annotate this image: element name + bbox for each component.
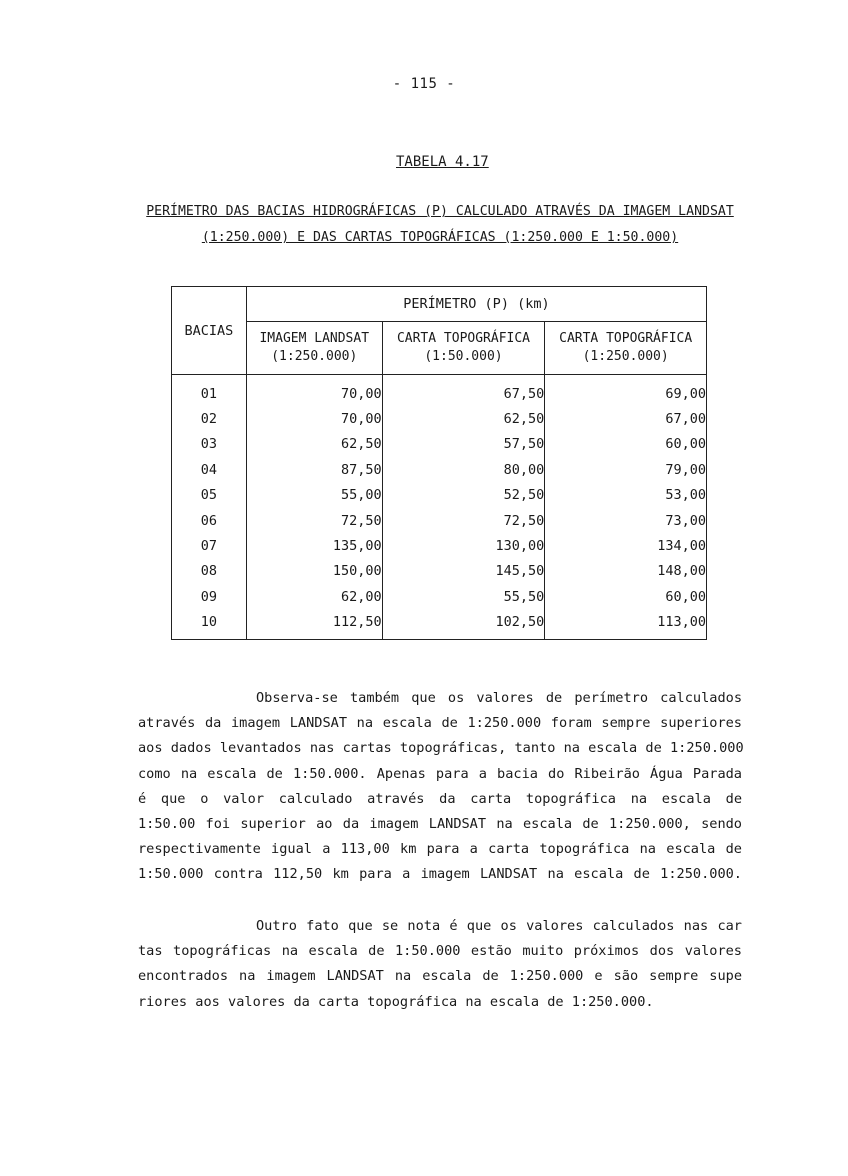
table-row (172, 533, 707, 558)
paragraph-line: Outro fato que se nota é que os valores calculados nas car (256, 918, 742, 934)
paragraph-line: como na escala de 1:50.000. Apenas para a bacia do Ribeirão Água Parada (138, 765, 742, 782)
cell-carta-50000: 62,50 (382, 406, 545, 431)
header-perimetro: PERÍMETRO (P) (km) (246, 287, 706, 322)
cell-carta-50000: 130,00 (382, 533, 545, 558)
cell-bacia: 08 (172, 559, 247, 584)
paragraph-line: através da imagem LANDSAT na escala de 1:250.000 foram sempre superiores (138, 715, 742, 732)
cell-bacia: 01 (172, 375, 247, 407)
paragraph-line: 1:50.000 contra 112,50 km para a imagem LANDSAT na escala de 1:250.000. (138, 866, 742, 883)
cell-carta-250000: 148,00 (545, 559, 707, 584)
paragraph-line: é que o valor calculado através da carta topográfica na escala de (138, 790, 742, 807)
table-label: TABELA 4.17 (396, 154, 489, 170)
table-row (172, 483, 707, 508)
cell-carta-50000: 145,50 (382, 559, 545, 584)
cell-landsat: 55,00 (246, 483, 382, 508)
cell-carta-250000: 53,00 (545, 483, 707, 508)
cell-carta-250000: 60,00 (545, 432, 707, 457)
cell-carta-50000: 55,50 (382, 584, 545, 609)
cell-landsat: 72,50 (246, 508, 382, 533)
header-imagem-landsat-line-2: (1:250.000) (271, 349, 358, 364)
cell-bacia: 04 (172, 457, 247, 482)
cell-landsat: 62,50 (246, 432, 382, 457)
cell-carta-50000: 72,50 (382, 508, 545, 533)
cell-bacia: 09 (172, 584, 247, 609)
cell-carta-50000: 80,00 (382, 457, 545, 482)
cell-carta-250000: 69,00 (545, 375, 707, 407)
cell-landsat: 112,50 (246, 610, 382, 640)
cell-carta-50000: 102,50 (382, 610, 545, 640)
paragraph-2 (138, 914, 742, 1015)
cell-landsat: 135,00 (246, 533, 382, 558)
paragraph-1 (138, 686, 742, 888)
cell-carta-250000: 113,00 (545, 610, 707, 640)
paragraph-line: riores aos valores da carta topográfica na escala de 1:250.000. (138, 993, 654, 1010)
cell-landsat: 87,50 (246, 457, 382, 482)
table-caption-line-2: (1:250.000) E DAS CARTAS TOPOGRÁFICAS (1:250.000 E 1:50.000) (201, 230, 679, 245)
cell-landsat: 70,00 (246, 406, 382, 431)
table-row (172, 432, 707, 457)
paragraph-line: aos dados levantados nas cartas topográficas, tanto na escala de 1:250.000 (138, 740, 744, 757)
cell-landsat: 62,00 (246, 584, 382, 609)
table-caption-line-1: PERÍMETRO DAS BACIAS HIDROGRÁFICAS (P) CALCULADO ATRAVÉS DA IMAGEM LANDSAT (146, 204, 734, 219)
cell-bacia: 10 (172, 610, 247, 640)
cell-carta-250000: 73,00 (545, 508, 707, 533)
paragraph-line: respectivamente igual a 113,00 km para a carta topográfica na escala de (138, 841, 742, 858)
cell-bacia: 02 (172, 406, 247, 431)
header-carta-50000-line-1: CARTA TOPOGRÁFICA (396, 331, 531, 346)
page-number: - 115 - (392, 76, 456, 92)
cell-carta-50000: 67,50 (382, 375, 545, 407)
cell-carta-50000: 52,50 (382, 483, 545, 508)
table-row (172, 559, 707, 584)
header-carta-50000 (382, 322, 545, 375)
header-carta-250000-line-2: (1:250.000) (582, 349, 669, 364)
header-bacias: BACIAS (172, 287, 247, 375)
paragraph-line: 1:50.00 foi superior ao da imagem LANDSAT na escala de 1:250.000, sendo (138, 816, 742, 833)
header-carta-250000 (545, 322, 707, 375)
cell-landsat: 70,00 (246, 375, 382, 407)
table-row (172, 457, 707, 482)
cell-carta-250000: 67,00 (545, 406, 707, 431)
table-row (172, 406, 707, 431)
cell-carta-50000: 57,50 (382, 432, 545, 457)
cell-carta-250000: 60,00 (545, 584, 707, 609)
cell-bacia: 05 (172, 483, 247, 508)
table-row (172, 584, 707, 609)
cell-landsat: 150,00 (246, 559, 382, 584)
table-row (172, 610, 707, 640)
cell-bacia: 03 (172, 432, 247, 457)
cell-bacia: 06 (172, 508, 247, 533)
cell-carta-250000: 134,00 (545, 533, 707, 558)
paragraph-line: tas topográficas na escala de 1:50.000 estão muito próximos dos valores (138, 943, 742, 960)
header-imagem-landsat-line-1: IMAGEM LANDSAT (259, 331, 370, 346)
paragraph-line: Observa-se também que os valores de perímetro calculados (256, 690, 742, 706)
paragraph-line: encontrados na imagem LANDSAT na escala de 1:250.000 e são sempre supe (138, 968, 742, 985)
cell-carta-250000: 79,00 (545, 457, 707, 482)
cell-bacia: 07 (172, 533, 247, 558)
table-row (172, 375, 707, 407)
table-row (172, 508, 707, 533)
header-carta-50000-line-2: (1:50.000) (424, 349, 503, 364)
header-imagem-landsat (246, 322, 382, 375)
header-carta-250000-line-1: CARTA TOPOGRÁFICA (559, 331, 693, 346)
perimeter-table (171, 286, 707, 640)
